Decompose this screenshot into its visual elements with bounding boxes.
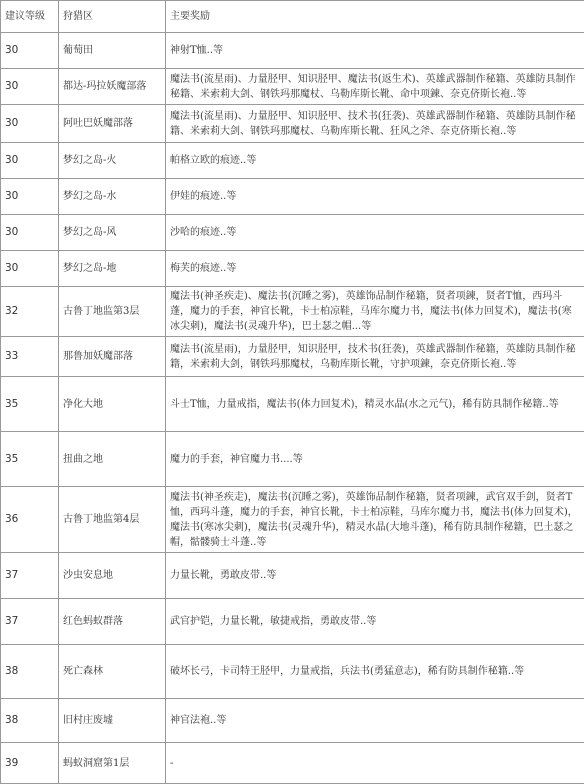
reward-cell: 魔力的手套，神官魔力书....等 <box>166 432 584 487</box>
table-row <box>1 105 584 143</box>
level-cell: 37 <box>1 553 59 599</box>
table-row <box>1 743 584 784</box>
level-cell: 33 <box>1 337 59 377</box>
header-level: 建议等级 <box>1 1 59 33</box>
reward-cell: 魔法书(流星雨)，力量胫甲，知识胫甲，技术书(狂袭)，英雄武器制作秘籍，英雄防具制作秘籍，米索莉大剑，钢铁玛那魔杖，乌勒库斯长靴，守护项鍊，奈克侪斯长袍..等 <box>166 337 584 377</box>
table-row <box>1 69 584 105</box>
table-row <box>1 432 584 487</box>
table-row <box>1 287 584 337</box>
table-row <box>1 553 584 599</box>
level-cell: 30 <box>1 179 59 215</box>
reward-cell: 神射T恤..等 <box>166 33 584 69</box>
area-cell: 死亡森林 <box>59 645 166 699</box>
area-cell: 葡萄田 <box>59 33 166 69</box>
reward-cell: 帕格立欧的痕迹..等 <box>166 143 584 179</box>
table-row <box>1 143 584 179</box>
area-cell: 蚂蚁洞窟第1层 <box>59 743 166 784</box>
area-cell: 古鲁丁地监第4层 <box>59 487 166 553</box>
table-row <box>1 337 584 377</box>
table-row <box>1 699 584 743</box>
table-row <box>1 179 584 215</box>
reward-cell: 魔法书(神圣疾走)、魔法书(沉睡之雾)，英雄饰品制作秘籍，贤者项鍊，贤者T恤，西玛斗蓬，魔力的手套，神官长靴，卡士柏凉鞋，马库尔魔力书，魔法书(体力回复术)，魔法书(寒冰尖刺)，魔法书(灵魂升华)，巴土瑟之帽...等 <box>166 287 584 337</box>
area-cell: 梦幻之岛-地 <box>59 251 166 287</box>
area-cell: 梦幻之岛-火 <box>59 143 166 179</box>
reward-cell: 神官法袍..等 <box>166 699 584 743</box>
table-row <box>1 487 584 553</box>
level-cell: 38 <box>1 645 59 699</box>
area-cell: 旧村庄废墟 <box>59 699 166 743</box>
level-cell: 36 <box>1 487 59 553</box>
table-row <box>1 645 584 699</box>
header-area: 狩猎区 <box>59 1 166 33</box>
level-cell: 30 <box>1 251 59 287</box>
level-cell: 30 <box>1 215 59 251</box>
reward-cell: 破坏长弓，卡司特王胫甲，力量戒指，兵法书(勇猛意志)，稀有防具制作秘籍..等 <box>166 645 584 699</box>
reward-cell: 梅芙的痕迹..等 <box>166 251 584 287</box>
area-cell: 梦幻之岛-水 <box>59 179 166 215</box>
area-cell: 阿吐巴妖魔部落 <box>59 105 166 143</box>
table-row <box>1 215 584 251</box>
area-cell: 红色蚂蚁群落 <box>59 599 166 645</box>
area-cell: 梦幻之岛-风 <box>59 215 166 251</box>
level-cell: 35 <box>1 432 59 487</box>
reward-cell: 力量长靴，勇敢皮带..等 <box>166 553 584 599</box>
level-cell: 39 <box>1 743 59 784</box>
level-cell: 32 <box>1 287 59 337</box>
level-cell: 35 <box>1 377 59 432</box>
area-cell: 扭曲之地 <box>59 432 166 487</box>
reward-cell: - <box>166 743 584 784</box>
level-cell: 30 <box>1 143 59 179</box>
level-cell: 30 <box>1 69 59 105</box>
level-cell: 30 <box>1 33 59 69</box>
area-cell: 古鲁丁地监第3层 <box>59 287 166 337</box>
header-row <box>1 1 584 33</box>
area-cell: 那鲁加妖魔部落 <box>59 337 166 377</box>
reward-cell: 魔法书(流星雨)、力量胫甲、知识胫甲、魔法书(返生术)、英雄武器制作秘籍、英雄防具制作秘籍、米索莉大剑、钢铁玛那魔杖、乌勒库斯长靴、命中项鍊、奈克侪斯长袍..等 <box>166 69 584 105</box>
reward-cell: 魔法书(神圣疾走)，魔法书(沉睡之雾)，英雄饰品制作秘籍，贤者项鍊，武官双手剑，贤者T恤，西玛斗蓬，魔力的手套，神官长靴，卡士柏凉鞋，马库尔魔力书，魔法书(体力回复术)，魔法书(寒冰尖刺)，魔法书(灵魂升华)，精灵水晶(大地斗蓬)，稀有防具制作秘籍，巴土瑟之帽，骷髅骑士斗蓬..等 <box>166 487 584 553</box>
reward-cell: 伊娃的痕迹..等 <box>166 179 584 215</box>
area-cell: 都达-玛拉妖魔部落 <box>59 69 166 105</box>
area-cell: 净化大地 <box>59 377 166 432</box>
reward-cell: 魔法书(流星雨)、力量胫甲、知识胫甲、技术书(狂袭)、英雄武器制作秘籍、英雄防具制作秘籍、米索莉大剑、钢铁玛那魔杖、乌勒库斯长靴、狂风之斧、奈克侪斯长袍..等 <box>166 105 584 143</box>
level-cell: 38 <box>1 699 59 743</box>
area-cell: 沙虫安息地 <box>59 553 166 599</box>
reward-cell: 沙哈的痕迹..等 <box>166 215 584 251</box>
table-row <box>1 377 584 432</box>
table-row <box>1 33 584 69</box>
table-row <box>1 251 584 287</box>
level-cell: 30 <box>1 105 59 143</box>
reward-cell: 武官护铠，力量长靴，敏捷戒指，勇敢皮带..等 <box>166 599 584 645</box>
header-reward: 主要奖励 <box>166 1 584 33</box>
table-row <box>1 599 584 645</box>
reward-cell: 斗士T恤，力量戒指，魔法书(体力回复术)，精灵水晶(水之元气)，稀有防具制作秘籍..等 <box>166 377 584 432</box>
level-cell: 37 <box>1 599 59 645</box>
